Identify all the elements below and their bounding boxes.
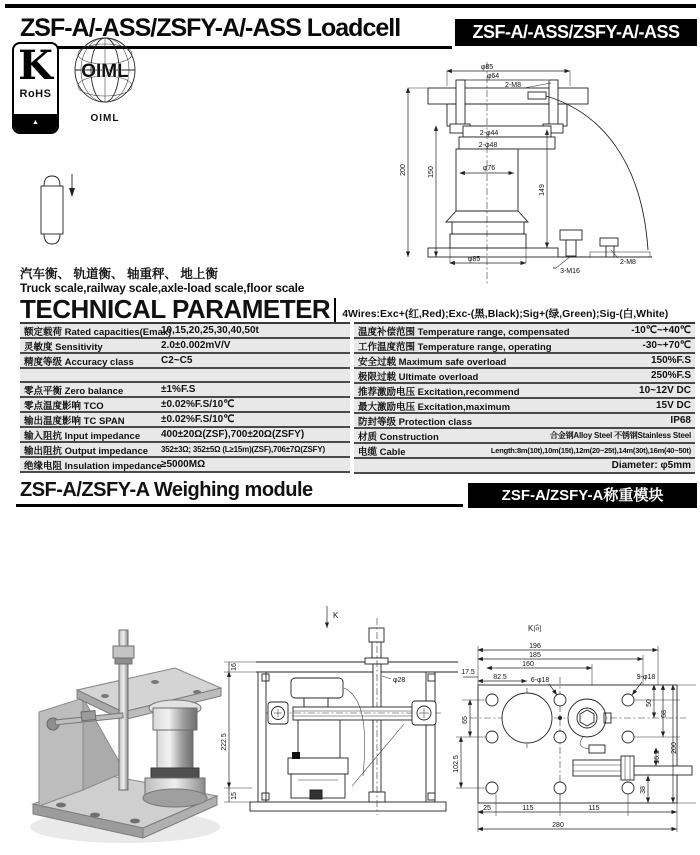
oiml-logo [72, 36, 138, 124]
dim-label: 102.5 [453, 755, 460, 773]
table-row [354, 429, 695, 444]
spec-value: IP68 [670, 415, 691, 426]
dim-label: 82.5 [493, 674, 507, 681]
dim-label: 200 [671, 742, 678, 754]
table-row [20, 413, 350, 428]
dim-label: 9-φ18 [636, 674, 656, 681]
model-badge: ZSF-A/-ASS/ZSFY-A/-ASS [455, 19, 697, 46]
spec-label: 最大激励电压 Excitation,maximum [358, 401, 511, 413]
dim-label: 196 [529, 643, 541, 650]
spec-label: 零点平衡 Zero balance [24, 385, 124, 397]
spec-label: 精度等级 Accuracy class [24, 356, 134, 368]
spec-table-right [354, 322, 695, 474]
spec-label: 防封等级 Protection class [358, 416, 473, 428]
dim-label: 280 [552, 822, 564, 829]
dim-label: 2-M8 [505, 82, 521, 89]
spec-label: 推荐激励电压 Excitation,recommend [358, 386, 520, 398]
dim-label: 17.5 [461, 669, 475, 676]
spec-table-left [20, 322, 350, 473]
dim-label: 25 [483, 805, 491, 812]
dim-label: 2-φ44 [479, 130, 499, 137]
spec-label: 输出阻抗 Output impedance [24, 445, 149, 457]
table-row [20, 324, 350, 339]
table-row [20, 383, 350, 398]
page-title: ZSF-A/-ASS/ZSFY-A/-ASS Loadcell [20, 14, 401, 42]
dim-label: 115 [588, 805, 600, 812]
dim-label: φ85 [480, 64, 494, 71]
module-badge: ZSF-A/ZSFY-A称重模块 [468, 483, 697, 508]
spec-value: ±1%F.S [161, 384, 196, 395]
table-row [354, 399, 695, 414]
spec-value: ≥5000MΩ [161, 459, 206, 470]
spec-label: 额定载荷 Rated capacities(Emax) [24, 326, 172, 338]
dim-label: φ76 [482, 165, 496, 172]
spec-label: 安全过载 Maximum safe overload [358, 356, 507, 368]
spec-value: 150%F.S [650, 355, 691, 366]
spec-label: 灵敏度 Sensitivity [24, 341, 103, 353]
dim-label: 200 [400, 164, 407, 176]
dim-label: 15 [231, 792, 238, 800]
dim-label: 2-M8 [620, 259, 636, 266]
application-en: Truck scale,railway scale,axle-load scale,floor scale [20, 281, 305, 295]
spec-value: C2~C5 [161, 355, 193, 366]
table-row [354, 444, 695, 459]
dim-label: 149 [539, 184, 546, 196]
dim-label: 68 [661, 710, 668, 718]
spec-value: -10℃~+40℃ [631, 325, 691, 336]
dim-label: 222.5 [221, 733, 228, 751]
table-spacer-row [20, 369, 350, 383]
spec-value: 400±20Ω(ZSF),700±20Ω(ZSFY) [161, 429, 305, 440]
dim-label: φ28 [393, 677, 406, 684]
spec-label: 电缆 Cable [358, 446, 406, 458]
module-side-view-drawing [210, 588, 460, 855]
spec-label: 输出温度影响 TC SPAN [24, 415, 125, 427]
table-row [20, 339, 350, 354]
weighing-module-photo [25, 612, 225, 852]
spec-value: 2.0±0.002mV/V [161, 340, 231, 351]
dim-label: 38 [640, 786, 647, 794]
dim-label: 160 [522, 661, 534, 668]
table-row [354, 354, 695, 369]
oiml-globe-text: OIML [81, 61, 129, 82]
dim-label: 185 [529, 652, 541, 659]
spec-label: 零点温度影响 TCO [24, 400, 104, 412]
oiml-globe-icon [72, 36, 138, 106]
rohs-label: RoHS [19, 88, 52, 100]
heading-divider [334, 298, 336, 322]
loadcell-schematic-icon [30, 172, 82, 250]
table-row [354, 459, 695, 474]
table-row [20, 458, 350, 473]
dim-label: φ64 [486, 73, 500, 80]
dim-label: 50 [646, 699, 653, 707]
spec-value: 15V DC [655, 400, 691, 411]
spec-value: 合金钢Alloy Steel 不锈钢Stainless Steel [550, 431, 691, 440]
module-title: ZSF-A/ZSFY-A Weighing module [20, 479, 313, 501]
table-row [354, 414, 695, 429]
spec-label: 极限过载 Ultimate overload [358, 371, 479, 383]
spec-value: 10~12V DC [639, 385, 691, 396]
spec-value: Length:8m(10t),10m(15t),12m(20~25t),14m(30t),16m(40~50t) [490, 446, 691, 455]
table-row [20, 443, 350, 458]
table-row [20, 428, 350, 443]
dim-label: 65 [462, 716, 469, 724]
spec-value: -30~+70℃ [642, 340, 691, 351]
application-zh: 汽车衡、 轨道衡、 轴重秤、 地上衡 [20, 267, 218, 281]
tech-parameter-heading [20, 296, 668, 322]
spec-label: 温度补偿范围 Temperature range, compensated [358, 326, 570, 338]
spec-label: 材质 Construction [358, 431, 439, 443]
dim-label: 115 [522, 805, 534, 812]
dim-label: 16 [231, 663, 238, 671]
dim-label: 150 [428, 166, 435, 178]
loadcell-technical-drawing [390, 55, 700, 300]
spec-value: Diameter: φ5mm [611, 460, 691, 471]
dim-label: φ85 [467, 256, 481, 263]
spec-label: 工作温度范围 Temperature range, operating [358, 341, 552, 353]
module-title-underline [16, 504, 463, 507]
table-row [20, 354, 350, 369]
tech-parameter-title: TECHNICAL PARAMETER [20, 294, 331, 324]
spec-value: ±0.02%F.S/10℃ [161, 414, 235, 425]
dim-label: 16.5 [654, 750, 661, 764]
table-row [354, 369, 695, 384]
spec-label: 输入阻抗 Input impedance [24, 430, 141, 442]
view-direction-label: K [333, 611, 339, 620]
table-row [354, 324, 695, 339]
spec-label: 绝缘电阻 Insulation impedance [24, 460, 162, 472]
dim-label: 6-φ18 [530, 677, 550, 684]
k-rohs-logo [12, 42, 59, 134]
table-row [20, 398, 350, 413]
table-row [354, 339, 695, 354]
kview-title: K向 [528, 624, 542, 633]
dim-label: 3-M16 [560, 268, 580, 275]
module-kview-drawing [450, 595, 700, 855]
spec-value: 10,15,20,25,30,40,50t [161, 325, 259, 336]
dim-label: 2-φ48 [478, 142, 498, 149]
k-footer-mark: ▲ [14, 114, 57, 132]
k-mark: K [18, 42, 53, 89]
spec-value: 352±3Ω; 352±5Ω (L≥15m)(ZSF),706±7Ω(ZSFY) [161, 445, 325, 454]
oiml-caption: OIML [90, 113, 120, 124]
wire-colors-note: 4Wires:Exc+(红,Red);Exc-(黑,Black);Sig+(绿,Green);Sig-(白,White) [342, 308, 669, 320]
top-rule [5, 4, 696, 8]
spec-value: ±0.02%F.S/10℃ [161, 399, 235, 410]
down-arrow-icon [69, 188, 75, 197]
spec-value: 250%F.S [650, 370, 691, 381]
table-row [354, 384, 695, 399]
